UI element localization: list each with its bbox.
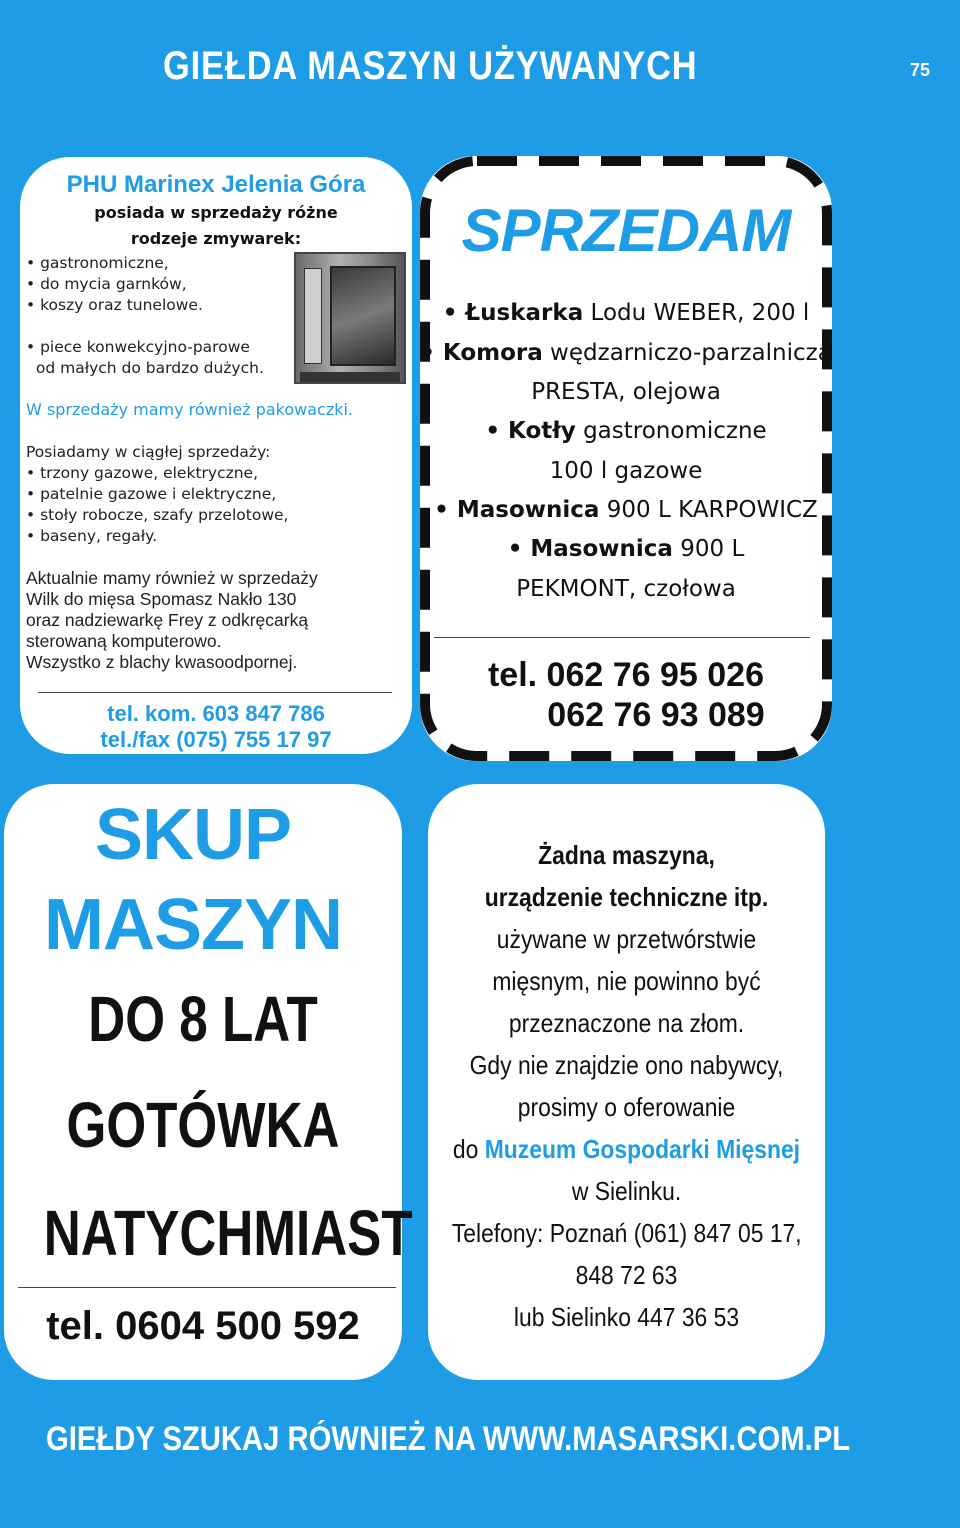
- divider: [38, 692, 392, 693]
- skup-line-5: NATYCHMIAST: [43, 1197, 413, 1269]
- marinex-paragraph-line: Wszystko z blachy kwasoodpornej.: [26, 652, 298, 672]
- footer-banner: GIEŁDY SZUKAJ RÓWNIEŻ NA WWW.MASARSKI.COM.PL: [46, 1420, 851, 1458]
- sprzedam-tel-2: 062 76 93 089: [547, 696, 765, 734]
- marinex-pakowaczki: W sprzedaży mamy również pakowaczki.: [26, 400, 354, 419]
- page-title: GIEŁDA MASZYN UŻYWANYCH: [163, 44, 698, 88]
- skup-line-4: GOTÓWKA: [66, 1089, 340, 1161]
- marinex-company: PHU Marinex Jelenia Góra: [66, 171, 366, 198]
- muzeum-line: prosimy o oferowanie: [517, 1092, 736, 1122]
- muzeum-line: urządzenie techniczne itp.: [484, 882, 769, 912]
- muzeum-line: do Muzeum Gospodarki Mięsnej: [452, 1134, 801, 1164]
- muzeum-line: lub Sielinko 447 36 53: [513, 1302, 740, 1332]
- marinex-list-item: • patelnie gazowe i elektryczne,: [26, 485, 277, 503]
- marinex-paragraph-line: Wilk do mięsa Spomasz Nakło 130: [26, 589, 297, 609]
- page-number: 75: [910, 60, 931, 80]
- muzeum-name: Muzeum Gospodarki Mięsnej: [484, 1134, 801, 1164]
- sprzedam-title: SPRZEDAM: [461, 197, 791, 264]
- oven-control-panel: [304, 268, 322, 364]
- muzeum-line: Żadna maszyna,: [538, 840, 715, 870]
- muzeum-line: 848 72 63: [575, 1260, 678, 1290]
- oven-base: [300, 372, 400, 382]
- marinex-subtitle-2: rodzeje zmywarek:: [130, 229, 302, 248]
- divider: [434, 637, 810, 638]
- marinex-list-item: • do mycia garnków,: [26, 275, 187, 293]
- muzeum-ad: [428, 784, 825, 1380]
- sprzedam-item: • Kotły gastronomiczne: [485, 418, 767, 444]
- sprzedam-item: • Komora wędzarniczo-parzalnicza: [420, 340, 832, 366]
- marinex-paragraph-line: Aktualnie mamy również w sprzedaży: [26, 568, 318, 588]
- skup-tel: tel. 0604 500 592: [46, 1304, 360, 1348]
- sprzedam-item: • Łuskarka Lodu WEBER, 200 l: [442, 300, 810, 326]
- muzeum-line: przeznaczone na złom.: [508, 1008, 745, 1038]
- skup-line-3: DO 8 LAT: [88, 983, 318, 1055]
- oven-window: [330, 266, 396, 366]
- sprzedam-item: • Masownica 900 L: [507, 536, 745, 562]
- sprzedam-tel-1: tel. 062 76 95 026: [487, 656, 764, 694]
- marinex-ad: [20, 157, 412, 754]
- marinex-list-item: od małych do bardzo dużych.: [26, 359, 264, 377]
- muzeum-line: w Sielinku.: [571, 1176, 682, 1206]
- marinex-intro: Posiadamy w ciągłej sprzedaży:: [26, 443, 271, 461]
- muzeum-line: Telefony: Poznań (061) 847 05 17,: [451, 1218, 802, 1248]
- sprzedam-item: 100 l gazowe: [549, 458, 703, 484]
- marinex-list-item: • piece konwekcyjno-parowe: [26, 338, 250, 356]
- sprzedam-item: PRESTA, olejowa: [531, 379, 721, 405]
- marinex-paragraph-line: sterowaną komputerowo.: [26, 631, 222, 651]
- marinex-subtitle-1: posiada w sprzedaży różne: [94, 203, 338, 222]
- muzeum-line: Gdy nie znajdzie ono nabywcy,: [469, 1050, 784, 1080]
- sprzedam-item: PEKMONT, czołowa: [516, 576, 736, 602]
- marinex-list-item: • stoły robocze, szafy przelotowe,: [26, 506, 289, 524]
- convection-oven-image: [294, 252, 406, 384]
- divider: [18, 1287, 396, 1288]
- marinex-list-item: • koszy oraz tunelowe.: [26, 296, 203, 314]
- sprzedam-item: • Masownica 900 L KARPOWICZ: [434, 497, 818, 523]
- marinex-list-item: • baseny, regały.: [26, 527, 158, 545]
- marinex-list-item: • gastronomiczne,: [26, 254, 169, 272]
- marinex-paragraph-line: oraz nadziewarkę Frey z odkręcarką: [26, 610, 309, 630]
- marinex-list-item: • trzony gazowe, elektryczne,: [26, 464, 259, 482]
- muzeum-line: mięsnym, nie powinno być: [492, 966, 761, 996]
- sprzedam-ad: [420, 156, 832, 761]
- skup-maszyn-ad: [4, 784, 413, 1380]
- muzeum-line: używane w przetwórstwie: [496, 924, 757, 954]
- marinex-fax: tel./fax (075) 755 17 97: [100, 727, 332, 752]
- skup-line-2: MASZYN: [44, 885, 342, 965]
- marinex-mobile: tel. kom. 603 847 786: [107, 701, 325, 726]
- skup-line-1: SKUP: [94, 795, 292, 875]
